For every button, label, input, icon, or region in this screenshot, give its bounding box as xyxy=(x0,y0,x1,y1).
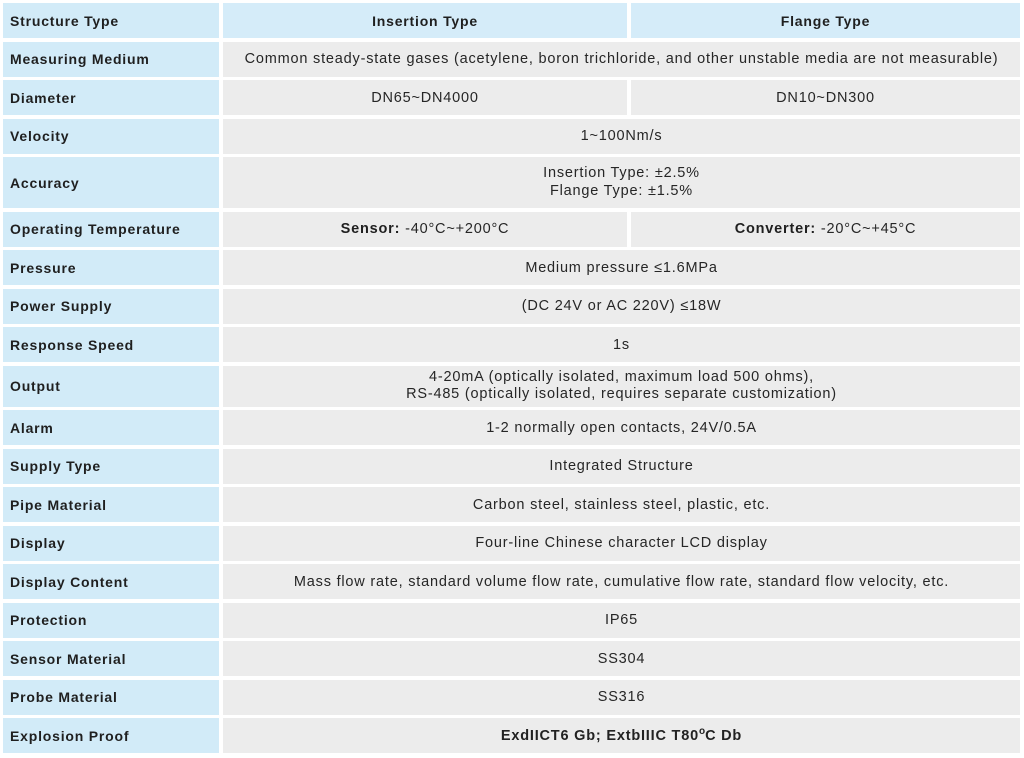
output-rs485-line: RS-485 (optically isolated, requires separate customization) xyxy=(406,386,837,402)
row-label-output: Output xyxy=(3,366,219,407)
explosion-proof-text-start: ExdIICT6 Gb; ExtbIIIC T80 xyxy=(500,727,699,744)
output-analog-line: 4-20mA (optically isolated, maximum load 500 ohms), xyxy=(429,368,814,385)
sensor-material-value: SS304 xyxy=(223,641,1020,676)
row-label-measuring-medium: Measuring Medium xyxy=(3,42,219,77)
diameter-insertion-value: DN65~DN4000 xyxy=(223,80,627,115)
accuracy-insertion-line: Insertion Type: ±2.5% xyxy=(543,165,700,181)
alarm-value: 1-2 normally open contacts, 24V/0.5A xyxy=(223,410,1020,445)
row-label-velocity: Velocity xyxy=(3,119,219,154)
sensor-label: Sensor: xyxy=(340,221,401,237)
row-label-diameter: Diameter xyxy=(3,80,219,115)
converter-temperature-value: -20°C~+45°C xyxy=(820,221,917,237)
explosion-proof-line xyxy=(500,725,743,744)
sensor-temperature-line xyxy=(341,221,510,237)
operating-temperature-sensor xyxy=(223,212,627,247)
velocity-value: 1~100Nm/s xyxy=(223,119,1020,154)
explosion-proof-value xyxy=(223,718,1020,753)
response-speed-value: 1s xyxy=(223,327,1020,362)
display-value: Four-line Chinese character LCD display xyxy=(223,526,1020,561)
display-content-value: Mass flow rate, standard volume flow rate, cumulative flow rate, standard flow velocity, etc. xyxy=(223,564,1020,599)
row-label-sensor-material: Sensor Material xyxy=(3,641,219,676)
row-label-supply-type: Supply Type xyxy=(3,449,219,484)
row-label-display: Display xyxy=(3,526,219,561)
header-insertion-type: Insertion Type xyxy=(223,3,627,38)
row-label-pipe-material: Pipe Material xyxy=(3,487,219,522)
operating-temperature-converter xyxy=(631,212,1020,247)
row-label-probe-material: Probe Material xyxy=(3,680,219,715)
sensor-temperature-value: -40°C~+200°C xyxy=(405,221,510,237)
measuring-medium-value: Common steady-state gases (acetylene, boron trichloride, and other unstable media are not measurable) xyxy=(223,42,1020,77)
row-label-pressure: Pressure xyxy=(3,250,219,285)
explosion-proof-text-end: C Db xyxy=(705,727,743,744)
row-label-alarm: Alarm xyxy=(3,410,219,445)
diameter-flange-value: DN10~DN300 xyxy=(631,80,1020,115)
pipe-material-value: Carbon steel, stainless steel, plastic, etc. xyxy=(223,487,1020,522)
probe-material-value: SS316 xyxy=(223,680,1020,715)
accuracy-flange-line: Flange Type: ±1.5% xyxy=(549,182,693,199)
power-supply-value: (DC 24V or AC 220V) ≤18W xyxy=(223,289,1020,324)
converter-temperature-line xyxy=(735,221,917,237)
supply-type-value: Integrated Structure xyxy=(223,449,1020,484)
converter-label: Converter: xyxy=(734,221,817,237)
accuracy-value xyxy=(223,157,1020,208)
row-label-power-supply: Power Supply xyxy=(3,289,219,324)
output-value xyxy=(223,366,1020,407)
protection-value: IP65 xyxy=(223,603,1020,638)
row-label-display-content: Display Content xyxy=(3,564,219,599)
header-structure-type: Structure Type xyxy=(3,3,219,38)
row-label-operating-temperature: Operating Temperature xyxy=(3,212,219,247)
row-label-accuracy: Accuracy xyxy=(3,157,219,208)
header-flange-type: Flange Type xyxy=(631,3,1020,38)
explosion-proof-degree-mark: o xyxy=(698,725,706,737)
pressure-value: Medium pressure ≤1.6MPa xyxy=(223,250,1020,285)
row-label-response-speed: Response Speed xyxy=(3,327,219,362)
row-label-protection: Protection xyxy=(3,603,219,638)
row-label-explosion-proof: Explosion Proof xyxy=(3,718,219,753)
specification-table xyxy=(3,3,1020,753)
